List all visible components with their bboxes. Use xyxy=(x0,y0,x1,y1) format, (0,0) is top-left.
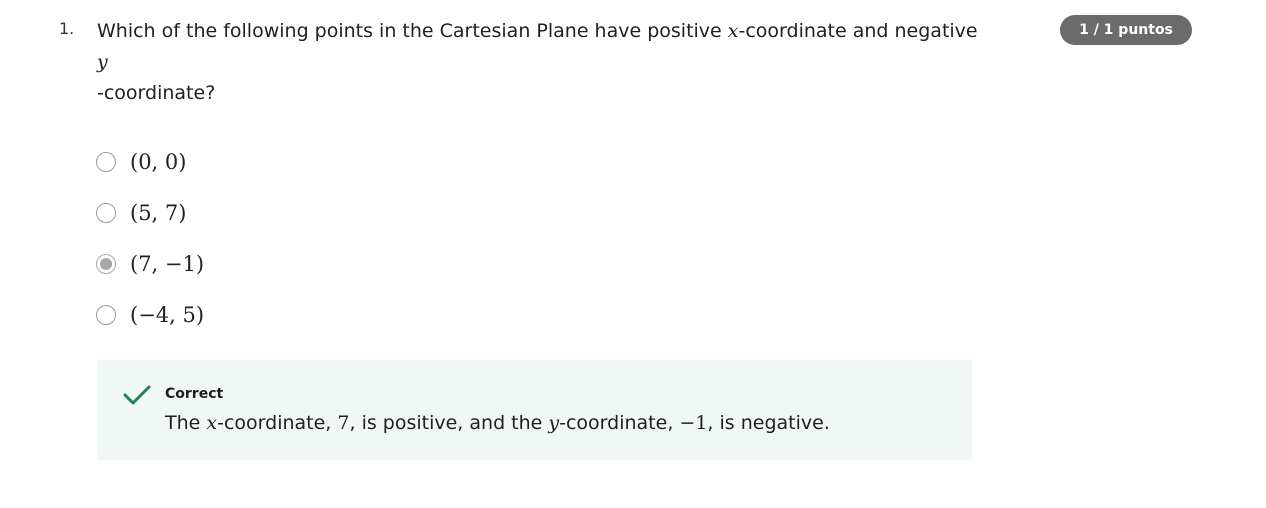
feedback-part5: , is negative. xyxy=(707,412,830,434)
radio-dot xyxy=(100,258,112,270)
option-label: (−4, 5) xyxy=(130,302,205,327)
feedback-text xyxy=(165,412,830,434)
feedback-part3: , is positive, and the xyxy=(349,412,549,434)
question-text xyxy=(97,16,982,109)
variable-y: y xyxy=(97,51,108,73)
feedback-title: Correct xyxy=(165,386,224,402)
variable-x: x xyxy=(727,20,739,42)
feedback-part1: The xyxy=(165,412,207,434)
variable-y: y xyxy=(548,412,560,434)
score-badge: 1 / 1 puntos xyxy=(1060,15,1192,45)
option-7-neg1[interactable] xyxy=(96,238,204,289)
checkmark-icon xyxy=(123,384,151,406)
radio-button[interactable] xyxy=(96,152,116,172)
option-neg4-5[interactable] xyxy=(96,289,204,340)
question-number: 1. xyxy=(59,19,75,38)
feedback-part4: -coordinate, xyxy=(559,412,680,434)
radio-button[interactable] xyxy=(96,305,116,325)
option-5-7[interactable] xyxy=(96,187,204,238)
option-label: (0, 0) xyxy=(130,149,187,174)
question-text-part3: -coordinate? xyxy=(97,82,216,104)
option-label: (7, −1) xyxy=(130,251,205,276)
radio-button[interactable] xyxy=(96,203,116,223)
feedback-part2: -coordinate, xyxy=(217,412,338,434)
option-label: (5, 7) xyxy=(130,200,187,225)
feedback-panel xyxy=(97,360,972,460)
variable-x: x xyxy=(206,412,218,434)
y-value: −1 xyxy=(679,412,708,434)
x-value: 7 xyxy=(337,412,350,434)
option-0-0[interactable] xyxy=(96,136,204,187)
answer-options xyxy=(96,136,204,340)
question-text-part2: -coordinate and negative xyxy=(738,20,978,42)
radio-button-selected[interactable] xyxy=(96,254,116,274)
question-text-part1: Which of the following points in the Cartesian Plane have positive xyxy=(97,20,728,42)
